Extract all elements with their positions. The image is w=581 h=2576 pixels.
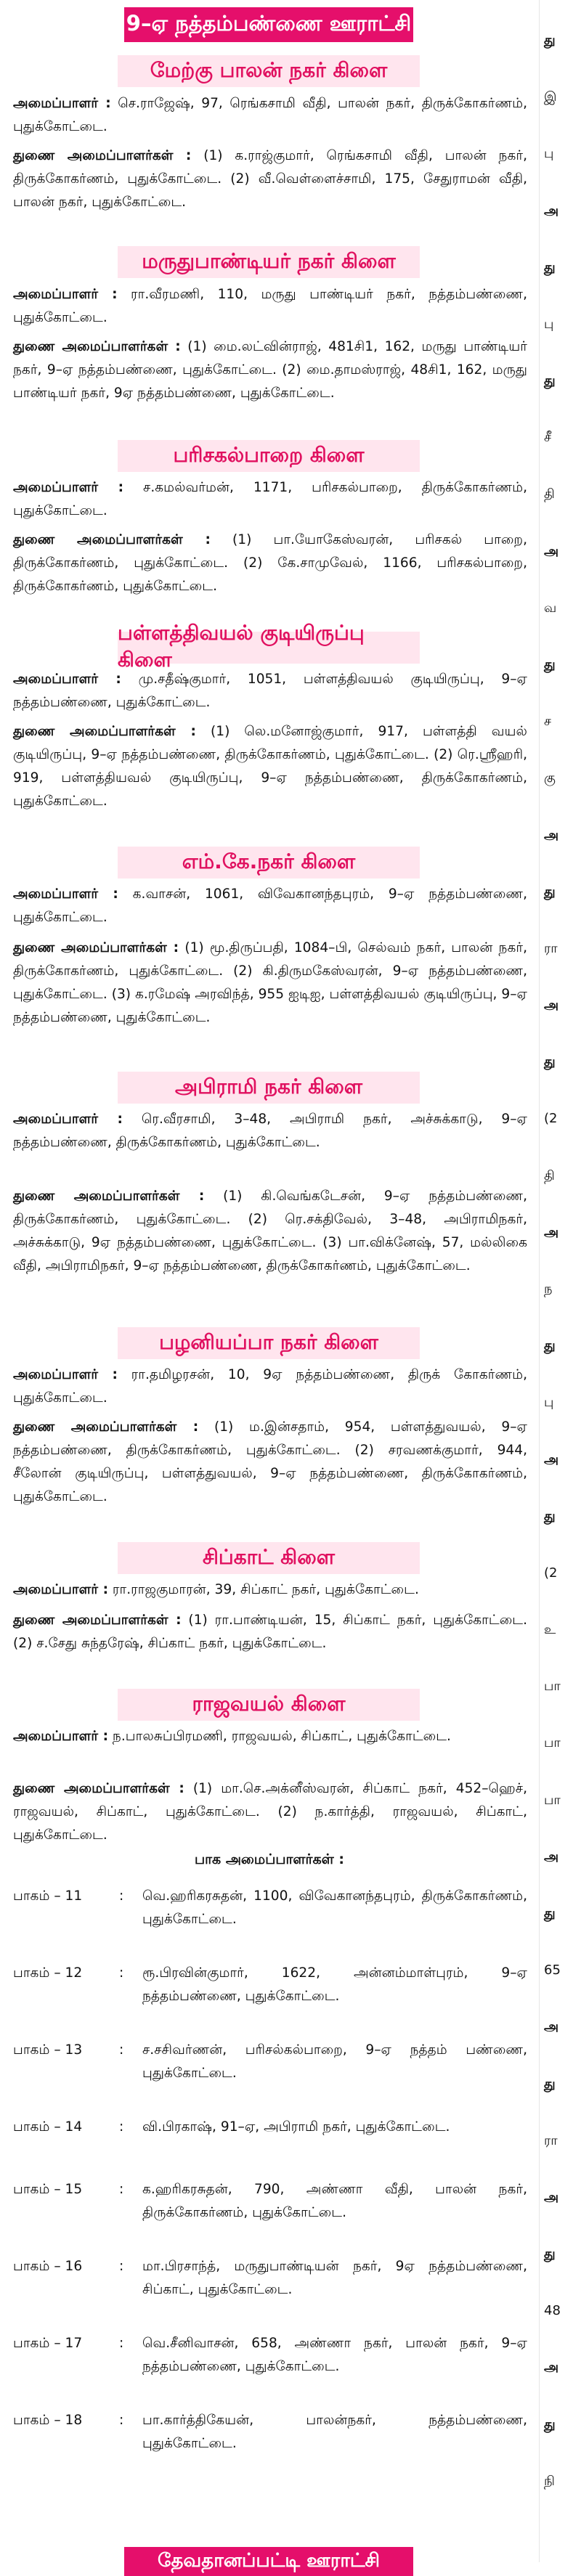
cropped-text-fragment: அ <box>544 2019 559 2034</box>
adjacent-column-strip <box>539 0 581 2562</box>
secretary-label: அமைப்பாளர் : <box>13 672 121 687</box>
deputies-label: துணை அமைப்பாளர்கள் : <box>13 532 211 547</box>
booth-row <box>13 2255 527 2302</box>
cropped-text-fragment: அ <box>544 1225 559 1240</box>
deputies-label: துணை அமைப்பாளர்கள் : <box>13 339 181 354</box>
booth-row <box>13 2116 527 2162</box>
branch-deputies <box>13 937 527 1030</box>
secretary-label: அமைப்பாளர் : <box>13 287 118 302</box>
booth-row <box>13 2332 527 2379</box>
branch-secretary <box>13 1108 527 1154</box>
cropped-text-fragment: வ <box>544 600 557 616</box>
branch-deputies <box>13 335 527 405</box>
branch-heading: பரிசகல்பாறை கிளை <box>118 440 420 472</box>
cropped-text-fragment: து <box>544 373 556 388</box>
branch-secretary <box>13 476 527 523</box>
deputies-details: (1) மை.லட்வின்ராஜ், 481சி1, 162, மருது பாண்டியர் நகர், 9–ஏ நத்தம்பண்ணை, புதுக்கோட்டை. (2) மை.தாமஸ்ராஜ், 48சி1, 162, மருது பாண்டியர் நகர், 9ஏ நத்தம்பண்ணை, புதுக்கோட்டை. <box>13 339 527 401</box>
cropped-text-fragment: து <box>544 1906 556 1921</box>
cropped-text-fragment: (2 <box>544 1111 558 1126</box>
branch-deputies <box>13 529 527 598</box>
secretary-label: அமைப்பாளர் : <box>13 886 118 902</box>
cropped-text-fragment: தி <box>544 1168 555 1183</box>
secretary-details: ரா.வீரமணி, 110, மருது பாண்டியர் நகர், நத்தம்பண்ணை, புதுக்கோட்டை. <box>13 287 527 325</box>
booth-colon: : <box>119 1965 124 1981</box>
secretary-details: ரெ.வீரசாமி, 3–48, அபிராமி நகர், அச்சுக்காடு, 9–ஏ நத்தம்பண்ணை, திருக்கோகர்ணம், புதுக்கோட்டை. <box>13 1112 527 1150</box>
deputies-label: துணை அமைப்பாளர்கள் : <box>13 940 179 955</box>
cropped-text-fragment: து <box>544 1338 556 1353</box>
deputies-label: துணை அமைப்பாளர்கள் : <box>13 148 192 163</box>
cropped-text-fragment: பா <box>544 1679 561 1694</box>
cropped-text-fragment: ரா <box>544 941 558 956</box>
cropped-text-fragment: அ <box>544 1849 559 1864</box>
cropped-text-fragment: து <box>544 260 556 275</box>
booth-incharge: பா.கார்த்திகேயன், பாலன்நகர், நத்தம்பண்ணை, புதுக்கோட்டை. <box>142 2413 527 2451</box>
cropped-text-fragment: து <box>544 1054 556 1069</box>
booth-colon: : <box>119 2182 124 2197</box>
cropped-text-fragment: அ <box>544 828 559 843</box>
secretary-details: க.வாசன், 1061, விவேகானந்தபுரம், 9–ஏ நத்தம்பண்ணை, புதுக்கோட்டை. <box>13 886 527 925</box>
cropped-text-fragment: அ <box>544 998 559 1013</box>
cropped-text-fragment: து <box>544 33 556 48</box>
branch-deputies <box>13 720 527 813</box>
cropped-text-fragment: து <box>544 2417 556 2432</box>
cropped-text-fragment: அ <box>544 203 559 219</box>
branch-heading: மருதுபாண்டியர் நகர் கிளை <box>118 246 420 278</box>
branch-secretary <box>13 883 527 929</box>
deputies-details: (1) ம.இன்சதாம், 954, பள்ளத்துவயல், 9–ஏ நத்தம்பண்ணை, திருக்கோகர்ணம், புதுக்கோட்டை. (2) சரவணக்குமார், 944, சீலோன் குடியிருப்பு, பள்ளத்துவயல், 9–ஏ நத்தம்பண்ணை, திருக்கோகர்ணம், புதுக்கோட்டை. <box>13 1419 527 1504</box>
branch-heading: சிப்காட் கிளை <box>118 1542 420 1574</box>
branch-secretary <box>13 1725 527 1748</box>
branch-secretary <box>13 92 527 139</box>
branch-deputies <box>13 1609 527 1655</box>
deputies-label: துணை அமைப்பாளர்கள் : <box>13 1781 184 1796</box>
secretary-label: அமைப்பாளர் : <box>13 1582 109 1597</box>
cropped-text-fragment: பு <box>544 146 554 161</box>
deputies-details: (1) க.ராஜ்குமார், ரெங்கசாமி வீதி, பாலன் நகர், திருக்கோகர்ணம், புதுக்கோட்டை. (2) வீ.வெள்ளைச்சாமி, 175, சேதுராமன் வீதி, பாலன் நகர், புதுக்கோட்டை. <box>13 148 527 210</box>
cropped-text-fragment: ந <box>544 1281 553 1297</box>
panchayat-title-banner: 9–ஏ நத்தம்பண்ணை ஊராட்சி <box>124 7 413 42</box>
deputies-label: துணை அமைப்பாளர்கள் : <box>13 1189 205 1204</box>
cropped-text-fragment: து <box>544 884 556 900</box>
secretary-label: அமைப்பாளர் : <box>13 96 111 111</box>
cropped-text-fragment: உ <box>544 1622 556 1637</box>
next-panchayat-banner: தேவதானப்பட்டி ஊராட்சி <box>124 2547 413 2576</box>
booth-colon: : <box>119 2259 124 2274</box>
branch-secretary <box>13 668 527 714</box>
booth-row <box>13 1962 527 2008</box>
cropped-text-fragment: ரா <box>544 2133 558 2148</box>
deputies-details: (1) பா.யோகேஸ்வரன், பரிசகல் பாறை, திருக்கோகர்ணம், புதுக்கோட்டை. (2) கே.சாமுவேல், 1166, பரிசகல்பாறை, திருக்கோகர்ணம், புதுக்கோட்டை. <box>13 532 527 594</box>
cropped-text-fragment: து <box>544 1509 556 1524</box>
booth-label: பாகம் – 16 <box>13 2259 83 2274</box>
cropped-text-fragment: து <box>544 2076 556 2092</box>
secretary-details: ச.கமல்வர்மன், 1171, பரிசகல்பாறை, திருக்கோகர்ணம், புதுக்கோட்டை. <box>13 480 527 518</box>
booth-incharge: க.ஹரிகரசுதன், 790, அண்ணா வீதி, பாலன் நகர், திருக்கோகர்ணம், புதுக்கோட்டை. <box>142 2182 527 2220</box>
booth-colon: : <box>119 2119 124 2135</box>
cropped-text-fragment: 65 <box>544 1962 561 1978</box>
booth-label: பாகம் – 13 <box>13 2042 83 2058</box>
cropped-text-fragment: ச <box>544 714 551 729</box>
cropped-text-fragment: சீ <box>544 430 551 445</box>
booth-incharge: வி.பிரகாஷ், 91–ஏ, அபிராமி நகர், புதுக்கோட்டை. <box>142 2119 450 2135</box>
deputies-details: (1) மூ.திருப்பதி, 1084–பி, செல்வம் நகர், பாலன் நகர், திருக்கோகர்ணம், புதுக்கோட்டை. (2) கி.திருமகேஸ்வரன், 9–ஏ நத்தம்பண்ணை, புதுக்கோட்டை. (3) க.ரமேஷ் அரவிந்த், 955 ஐடிஐ, பள்ளத்திவயல் குடியிருப்பு, 9–ஏ நத்தம்பண்ணை, புதுக்கோட்டை. <box>13 940 527 1025</box>
secretary-label: அமைப்பாளர் : <box>13 1729 109 1744</box>
cropped-text-fragment: அ <box>544 544 559 559</box>
booth-incharge: மா.பிரசாந்த், மருதுபாண்டியன் நகர், 9ஏ நத்தம்பண்ணை, சிப்காட், புதுக்கோட்டை. <box>142 2259 527 2297</box>
branch-secretary <box>13 1578 527 1602</box>
secretary-details: மு.சதீஷ்குமார், 1051, பள்ளத்திவயல் குடியிருப்பு, 9–ஏ நத்தம்பண்ணை, புதுக்கோட்டை. <box>13 672 527 710</box>
deputies-label: துணை அமைப்பாளர்கள் : <box>13 724 196 739</box>
secretary-details: ரா.ராஜகுமாரன், 39, சிப்காட் நகர், புதுக்கோட்டை. <box>108 1582 419 1597</box>
branch-heading: மேற்கு பாலன் நகர் கிளை <box>118 55 420 87</box>
booth-colon: : <box>119 2413 124 2428</box>
cropped-text-fragment: பு <box>544 1395 554 1410</box>
cropped-text-fragment: 48 <box>544 2303 561 2318</box>
branch-heading: ராஜவயல் கிளை <box>118 1689 420 1721</box>
cropped-text-fragment: பா <box>544 1793 561 1808</box>
branch-heading: பள்ளத்திவயல் குடியிருப்பு கிளை <box>118 632 420 664</box>
deputies-details: (1) ரா.பாண்டியன், 15, சிப்காட் நகர், புதுக்கோட்டை. (2) ச.சேது சுந்தரேஷ், சிப்காட் நகர், புதுக்கோட்டை. <box>13 1613 527 1651</box>
cropped-text-fragment: (2 <box>544 1565 558 1581</box>
booth-row <box>13 2409 527 2455</box>
secretary-details: செ.ராஜேஷ், 97, ரெங்கசாமி வீதி, பாலன் நகர், திருக்கோகர்ணம், புதுக்கோட்டை. <box>13 96 528 134</box>
booth-label: பாகம் – 14 <box>13 2119 83 2135</box>
cropped-text-fragment: அ <box>544 2360 559 2375</box>
branch-heading: பழனியப்பா நகர் கிளை <box>118 1327 420 1359</box>
booth-incharge: ரூ.பிரவின்குமார், 1622, அன்னம்மாள்புரம், 9–ஏ நத்தம்பண்ணை, புதுக்கோட்டை. <box>142 1965 527 2004</box>
booth-label: பாகம் – 12 <box>13 1965 83 1981</box>
booth-label: பாகம் – 17 <box>13 2336 83 2351</box>
booth-section-title: பாக அமைப்பாளர்கள் : <box>194 1851 344 1867</box>
booth-colon: : <box>119 2336 124 2351</box>
booth-row <box>13 2178 527 2225</box>
cropped-text-fragment: கு <box>544 770 556 786</box>
booth-colon: : <box>119 2042 124 2058</box>
secretary-details: ரா.தமிழரசன், 10, 9ஏ நத்தம்பண்ணை, திருக் கோகர்ணம், புதுக்கோட்டை. <box>13 1367 527 1406</box>
cropped-text-fragment: நி <box>544 2474 555 2489</box>
cropped-text-fragment: பா <box>544 1735 561 1750</box>
booth-incharge: ச.சசிவர்ணன், பரிசல்கல்பாறை, 9–ஏ நத்தம் பண்ணை, புதுக்கோட்டை. <box>142 2042 527 2081</box>
booth-incharge: வெ.ஹரிகரசுதன், 1100, விவேகானந்தபுரம், திருக்கோகர்ணம், புதுக்கோட்டை. <box>142 1888 527 1927</box>
branch-deputies <box>13 1777 527 1847</box>
deputies-details: (1) மா.செ.அக்னீஸ்வரன், சிப்காட் நகர், 452–ஹெச், ராஜவயல், சிப்காட், புதுக்கோட்டை. (2) ந.கார்த்தி, ராஜவயல், சிப்காட், புதுக்கோட்டை. <box>13 1781 527 1843</box>
cropped-text-fragment: அ <box>544 2190 559 2205</box>
booth-incharge: வெ.சீனிவாசன், 658, அண்ணா நகர், பாலன் நகர், 9–ஏ நத்தம்பண்ணை, புதுக்கோட்டை. <box>142 2336 527 2374</box>
booth-label: பாகம் – 15 <box>13 2182 83 2197</box>
secretary-label: அமைப்பாளர் : <box>13 1112 123 1127</box>
branch-heading: எம்.கே.நகர் கிளை <box>118 847 420 879</box>
secretary-label: அமைப்பாளர் : <box>13 1367 118 1382</box>
branch-secretary <box>13 283 527 330</box>
secretary-details: ந.பாலசுப்பிரமணி, ராஜவயல், சிப்காட், புதுக்கோட்டை. <box>108 1729 451 1744</box>
deputies-label: துணை அமைப்பாளர்கள் : <box>13 1613 182 1628</box>
deputies-details: (1) கி.வெங்கடேசன், 9–ஏ நத்தம்பண்ணை, திருக்கோகர்ணம், புதுக்கோட்டை. (2) ரெ.சக்திவேல், 3–48, அபிராமிநகர், அச்சுக்காடு, 9ஏ நத்தம்பண்ணை, புதுக்கோட்டை. (3) பா.விக்னேஷ், 57, மல்லிகை வீதி, அபிராமிநகர், 9–ஏ நத்தம்பண்ணை, திருக்கோகர்ணம், புதுக்கோட்டை. <box>13 1189 527 1273</box>
booth-row <box>13 2039 527 2085</box>
branch-deputies <box>13 1416 527 1509</box>
branch-heading: அபிராமி நகர் கிளை <box>118 1072 420 1104</box>
cropped-text-fragment: தி <box>544 486 555 502</box>
deputies-label: துணை அமைப்பாளர்கள் : <box>13 1419 199 1435</box>
cropped-text-fragment: அ <box>544 1452 559 1467</box>
booth-colon: : <box>119 1888 124 1904</box>
branch-deputies <box>13 1185 527 1278</box>
branch-secretary <box>13 1364 527 1410</box>
booth-label: பாகம் – 11 <box>13 1888 83 1904</box>
booth-row <box>13 1885 527 1931</box>
cropped-text-fragment: து <box>544 657 556 672</box>
secretary-label: அமைப்பாளர் : <box>13 480 124 495</box>
cropped-text-fragment: பு <box>544 317 554 332</box>
booth-label: பாகம் – 18 <box>13 2413 83 2428</box>
cropped-text-fragment: இ <box>544 89 557 105</box>
branch-deputies <box>13 144 527 214</box>
cropped-text-fragment: து <box>544 2246 556 2262</box>
deputies-details: (1) லெ.மனோஜ்குமார், 917, பள்ளத்தி வயல் குடியிருப்பு, 9–ஏ நத்தம்பண்ணை, திருக்கோகர்ணம், புதுக்கோட்டை. (2) ரெ.ஸ்ரீஹரி, 919, பள்ளத்தியவல் குடியிருப்பு, 9–ஏ நத்தம்பண்ணை, திருக்கோகர்ணம், புதுக்கோட்டை. <box>13 724 527 809</box>
